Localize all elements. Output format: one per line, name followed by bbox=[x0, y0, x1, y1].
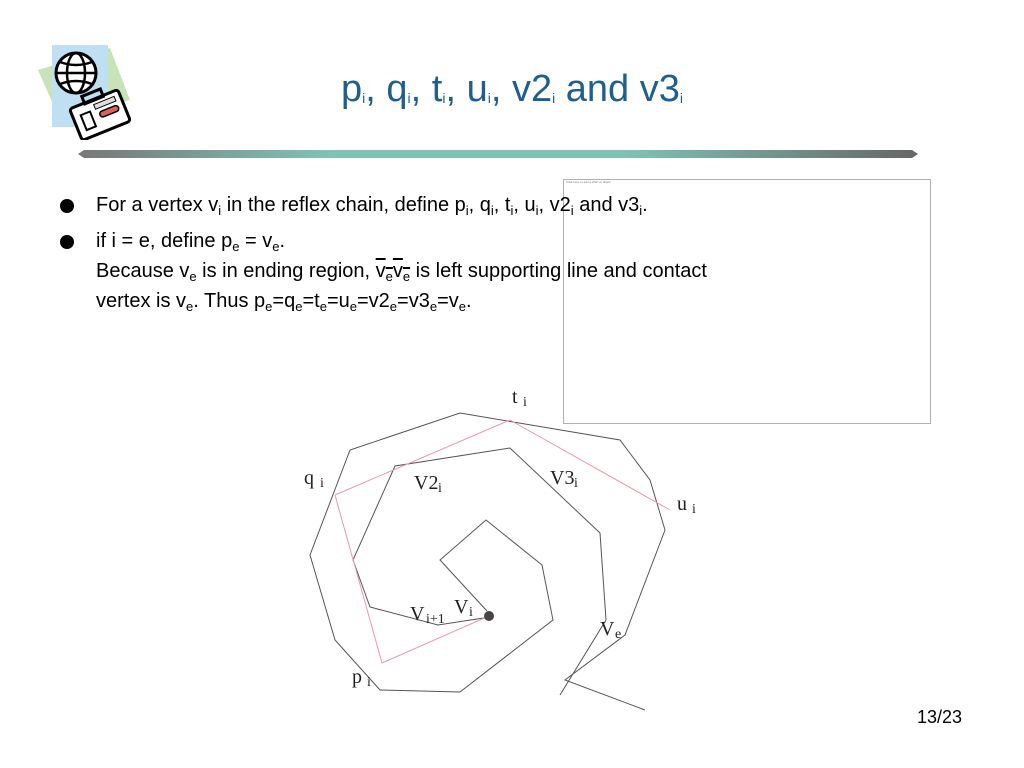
vertex-vi-point bbox=[484, 611, 494, 621]
bullet-item-2: if i = e, define $p_e = v_e$. Because $v_e$ is in ending region, $v_ev_e$ is left supporting line and contact vertex is $v_e$. Thus $p_e=q_e=t_e=u_e=v2_e=v3_e=v_e$. bbox=[58, 226, 918, 316]
label-u: u bbox=[677, 493, 687, 515]
page-number: 13/23 bbox=[916, 707, 962, 727]
label-v2-sub: i bbox=[438, 481, 442, 496]
label-vi: V bbox=[454, 596, 469, 618]
label-ve: V bbox=[600, 618, 615, 640]
bullet-item-1: For a vertex $v_i$ in the reflex chain, define $p_i$, $q_i$, $t_i$, $u_i$, $v2_i$ and $v3_i$. bbox=[58, 190, 918, 220]
reflex-chain-diagram bbox=[290, 380, 730, 720]
outer-chain bbox=[310, 413, 665, 710]
label-t-sub: i bbox=[523, 395, 527, 410]
label-vi-sub: i bbox=[469, 605, 473, 620]
label-vi1: V bbox=[410, 603, 425, 625]
placeholder-caption: Click here to add a chart or object bbox=[566, 180, 611, 184]
label-t: t bbox=[512, 386, 518, 408]
supporting-line-p bbox=[335, 495, 382, 663]
label-ve-sub: e bbox=[615, 627, 622, 642]
label-v2: V2 bbox=[414, 472, 439, 494]
page-title: pi, qi, ti, ui, v2i and v3i bbox=[340, 68, 684, 110]
bullet-dot bbox=[60, 235, 74, 249]
label-q-sub: i bbox=[320, 476, 324, 491]
label-u-sub: i bbox=[692, 502, 696, 517]
supporting-line-segment: $v_ev_e$ bbox=[375, 260, 411, 284]
label-p: p bbox=[352, 666, 362, 688]
title-divider bbox=[78, 150, 918, 158]
label-p-sub: i bbox=[367, 675, 371, 690]
supporting-line-t bbox=[335, 420, 670, 510]
bullet-list bbox=[58, 190, 918, 316]
label-v3: V3 bbox=[550, 467, 575, 489]
label-v3-sub: i bbox=[574, 476, 578, 491]
bullet-dot bbox=[60, 199, 74, 213]
label-vi1-sub: i+1 bbox=[426, 612, 445, 627]
label-q: q bbox=[304, 467, 314, 489]
